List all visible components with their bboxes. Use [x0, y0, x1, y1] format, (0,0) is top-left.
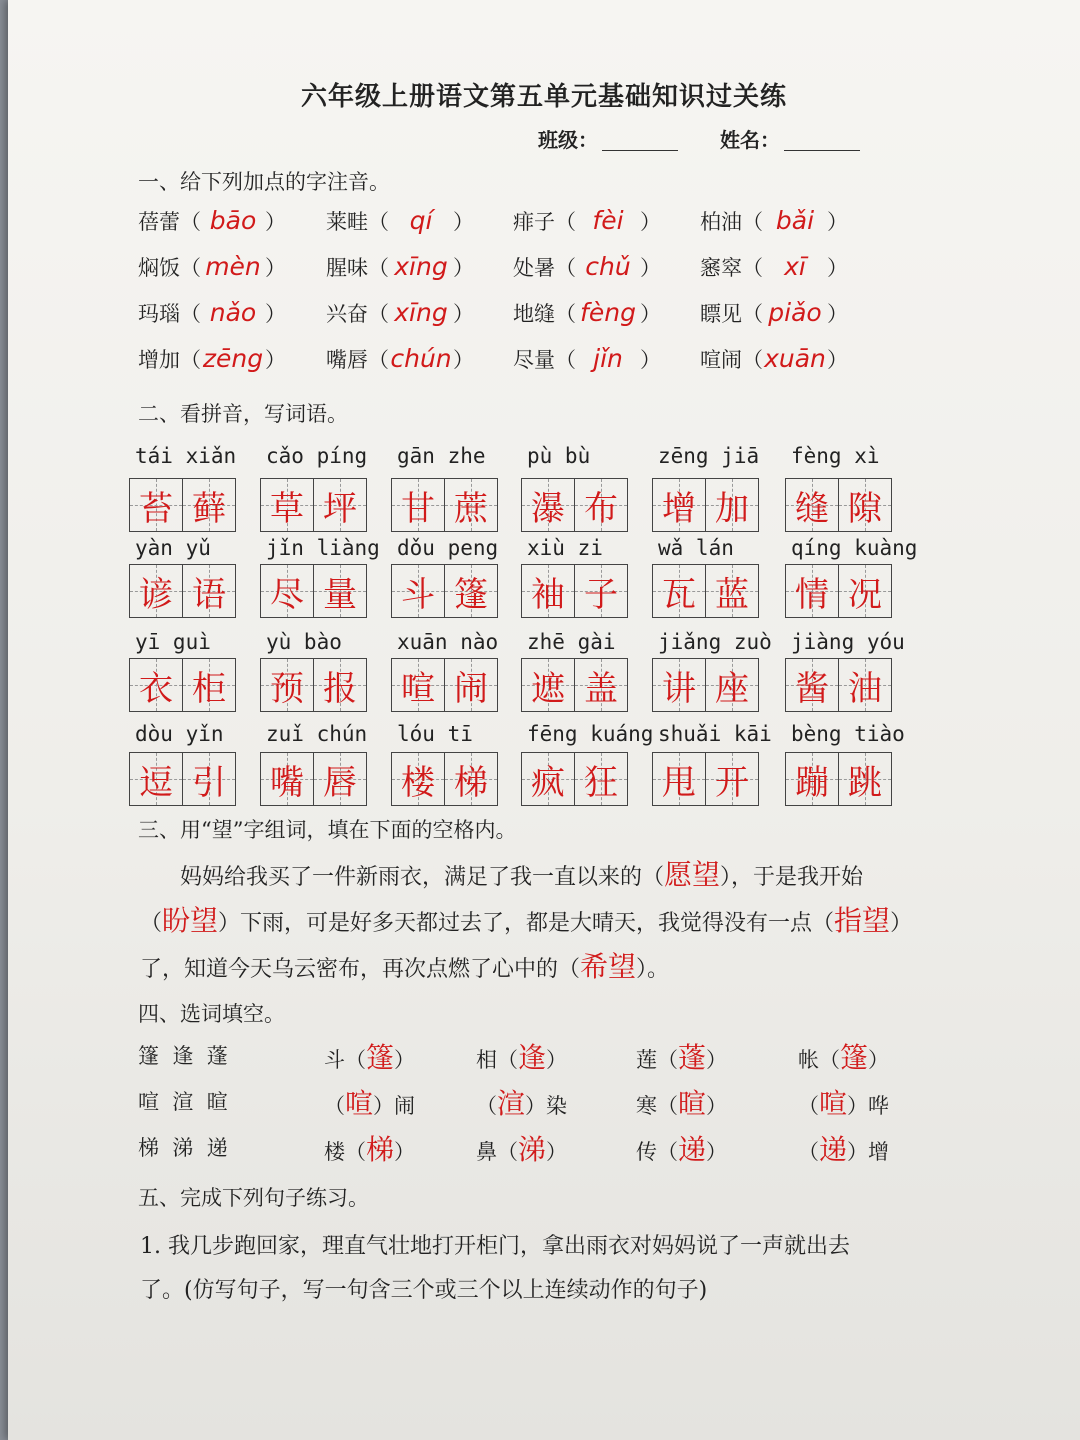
handwritten-char: 增	[662, 488, 696, 529]
paren-close: ）	[265, 348, 286, 372]
tianzige-box	[785, 478, 892, 532]
tianzige-box	[391, 752, 498, 806]
paren-open: （	[368, 256, 389, 280]
tianzige-cell	[575, 565, 627, 617]
paren-close: ）	[827, 210, 848, 234]
pinyin-word: 尽量	[513, 348, 555, 372]
option-chars: 梯 涕 递	[138, 1136, 228, 1160]
section-1-heading: 一、给下列加点的字注音。	[138, 170, 390, 194]
section-5-heading: 五、完成下列句子练习。	[138, 1186, 369, 1210]
tianzige-cell	[786, 565, 839, 617]
fill-answer: 篷	[840, 1041, 869, 1074]
fill-answer: 递	[678, 1133, 707, 1166]
fill-suffix: ）	[394, 1048, 416, 1072]
handwritten-char: 藓	[192, 488, 226, 529]
paren-close: ）	[640, 210, 661, 234]
tianzige-box	[260, 478, 367, 532]
section-2-heading: 二、看拼音，写词语。	[138, 402, 348, 426]
fill-answer: 喧	[819, 1087, 848, 1120]
handwritten-char: 布	[584, 488, 618, 529]
word-pinyin: xuān nào	[397, 630, 499, 654]
tianzige-box	[129, 564, 236, 618]
word-pinyin: xiù zi	[527, 536, 603, 560]
tianzige-box	[521, 478, 628, 532]
handwritten-char: 闹	[454, 668, 488, 709]
pinyin-answer: chǔ	[585, 252, 631, 281]
tianzige-cell	[314, 659, 366, 711]
s3-line-3: 了，知道今天乌云密布，再次点燃了心中的（希望）。	[140, 950, 670, 983]
fill-prefix: 楼（	[324, 1140, 366, 1164]
handwritten-char: 谚	[139, 574, 173, 615]
fill-answer: 暄	[678, 1087, 707, 1120]
fill-suffix: ）	[394, 1140, 416, 1164]
fill-answer: 篷	[366, 1041, 395, 1074]
tianzige-cell	[445, 479, 497, 531]
word-pinyin: shuǎi kāi	[658, 722, 772, 746]
fill-prefix: 鼻（	[476, 1140, 518, 1164]
word-pinyin: jiàng yóu	[791, 630, 905, 654]
paren-close: ）	[265, 210, 286, 234]
handwritten-char: 跳	[848, 762, 882, 803]
handwritten-char: 引	[192, 762, 226, 803]
tianzige-cell	[392, 479, 445, 531]
pinyin-item	[513, 298, 661, 328]
pinyin-answer: xīng	[394, 298, 448, 327]
pinyin-item	[513, 252, 661, 282]
tianzige-cell	[392, 753, 445, 805]
paren-open: （	[368, 210, 389, 234]
pinyin-word: 兴奋	[326, 302, 368, 326]
fill-suffix: ）哗	[847, 1094, 890, 1118]
tianzige-cell	[522, 565, 575, 617]
word-pinyin: qíng kuàng	[791, 536, 918, 560]
s3-line-2: （盼望）下雨，可是好多天都过去了，都是大晴天，我觉得没有一点（指望）	[140, 904, 913, 937]
tianzige-box	[652, 658, 759, 712]
pinyin-answer: mèn	[205, 252, 261, 281]
tianzige-cell	[314, 479, 366, 531]
tianzige-box	[652, 752, 759, 806]
word-pinyin: pù bù	[527, 444, 591, 468]
worksheet-title: 六年级上册语文第五单元基础知识过关练	[300, 82, 787, 112]
tianzige-cell	[786, 659, 839, 711]
paren-open: （	[180, 302, 201, 326]
tianzige-cell	[522, 659, 575, 711]
tianzige-cell	[392, 565, 445, 617]
fill-item	[636, 1036, 727, 1076]
paren-open: （	[555, 210, 576, 234]
tianzige-cell	[839, 753, 891, 805]
pinyin-item	[326, 206, 474, 236]
fill-item	[636, 1128, 727, 1168]
tianzige-cell	[261, 565, 314, 617]
word-pinyin: dòu yǐn	[135, 722, 224, 746]
pinyin-word: 嘴唇	[326, 348, 368, 372]
tianzige-cell	[130, 659, 183, 711]
word-pinyin: dǒu peng	[397, 536, 499, 560]
paren-close: ）	[827, 302, 848, 326]
handwritten-char: 甩	[662, 762, 696, 803]
handwritten-char: 瓦	[662, 574, 696, 615]
tianzige-box	[391, 658, 498, 712]
paren-close: ）	[453, 210, 474, 234]
handwritten-char: 蓝	[715, 574, 749, 615]
fill-prefix: 寒（	[636, 1094, 678, 1118]
tianzige-cell	[653, 565, 706, 617]
pinyin-item	[700, 252, 848, 282]
handwritten-char: 篷	[454, 574, 488, 615]
pinyin-word: 莱畦	[326, 210, 368, 234]
handwritten-char: 坪	[323, 488, 357, 529]
tianzige-cell	[706, 479, 758, 531]
pinyin-answer: fèi	[592, 206, 624, 235]
tianzige-cell	[445, 659, 497, 711]
handwritten-char: 袖	[531, 574, 565, 615]
fill-prefix: （	[798, 1140, 819, 1164]
pinyin-word: 地缝	[513, 302, 555, 326]
tianzige-box	[521, 658, 628, 712]
pinyin-answer: chún	[390, 344, 452, 373]
tianzige-cell	[392, 659, 445, 711]
word-pinyin: yī guì	[135, 630, 211, 654]
tianzige-cell	[839, 479, 891, 531]
paren-close: ）	[827, 348, 848, 372]
word-pinyin: lóu tī	[397, 722, 473, 746]
tianzige-cell	[445, 565, 497, 617]
handwritten-char: 喧	[401, 668, 435, 709]
pinyin-word: 痱子	[513, 210, 555, 234]
s3-line-1: 妈妈给我买了一件新雨衣，满足了我一直以来的（愿望），于是我开始	[180, 858, 864, 891]
fill-item	[324, 1036, 415, 1076]
pinyin-word: 处暑	[513, 256, 555, 280]
pinyin-item	[138, 344, 286, 374]
fill-prefix: （	[476, 1094, 497, 1118]
pinyin-answer: zēng	[202, 344, 264, 373]
name-label: 姓名：	[720, 128, 780, 152]
paren-open: （	[742, 302, 763, 326]
fill-item	[636, 1082, 727, 1122]
name-blank	[784, 132, 860, 151]
word-pinyin: cǎo píng	[266, 444, 368, 468]
handwritten-char: 酱	[795, 668, 829, 709]
tianzige-cell	[706, 753, 758, 805]
pinyin-word: 焖饭	[138, 256, 180, 280]
fill-answer: 逢	[518, 1041, 547, 1074]
pinyin-item	[700, 206, 848, 236]
handwritten-char: 疯	[531, 762, 565, 803]
fill-suffix: ）闹	[373, 1094, 416, 1118]
tianzige-box	[652, 478, 759, 532]
paren-close: ）	[640, 348, 661, 372]
handwritten-char: 甘	[401, 488, 435, 529]
tianzige-box	[785, 752, 892, 806]
pinyin-item	[138, 206, 286, 236]
fill-answer: 梯	[366, 1133, 395, 1166]
fill-suffix: ）	[546, 1140, 568, 1164]
pinyin-item	[513, 344, 661, 374]
pinyin-word: 蓓蕾	[138, 210, 180, 234]
handwritten-char: 缝	[795, 488, 829, 529]
pinyin-answer: xuān	[764, 344, 826, 373]
paren-close: ）	[453, 256, 474, 280]
handwritten-char: 斗	[401, 574, 435, 615]
tianzige-cell	[706, 659, 758, 711]
paren-open: （	[742, 256, 763, 280]
pinyin-answer: xīng	[394, 252, 448, 281]
tianzige-box	[785, 564, 892, 618]
word-pinyin: yàn yǔ	[135, 536, 211, 560]
handwritten-char: 楼	[401, 762, 435, 803]
handwritten-char: 衣	[139, 668, 173, 709]
tianzige-cell	[839, 659, 891, 711]
fill-item	[798, 1036, 889, 1076]
pinyin-item	[138, 252, 286, 282]
s5-line-1: 1. 我几步跑回家，理直气壮地打开柜门，拿出雨衣对妈妈说了一声就出去	[140, 1234, 850, 1259]
pinyin-item	[700, 344, 848, 374]
fill-suffix: ）增	[847, 1140, 890, 1164]
handwritten-char: 座	[715, 668, 749, 709]
pinyin-item	[326, 344, 474, 374]
word-pinyin: wǎ lán	[658, 536, 734, 560]
handwritten-char: 遮	[531, 668, 565, 709]
handwritten-char: 情	[795, 574, 829, 615]
s5-line-2: 了。(仿写句子，写一句含三个或三个以上连续动作的句子)	[140, 1278, 708, 1303]
worksheet-page	[8, 0, 1080, 1440]
handwritten-char: 苔	[139, 488, 173, 529]
tianzige-box	[391, 478, 498, 532]
pinyin-word: 喧闹	[700, 348, 742, 372]
tianzige-cell	[183, 659, 235, 711]
fill-prefix: 斗（	[324, 1048, 366, 1072]
tianzige-cell	[706, 565, 758, 617]
paren-close: ）	[640, 256, 661, 280]
tianzige-box	[785, 658, 892, 712]
pinyin-answer: xī	[784, 252, 806, 281]
pinyin-word: 瞟见	[700, 302, 742, 326]
tianzige-cell	[786, 479, 839, 531]
word-pinyin: zhē gài	[527, 630, 616, 654]
tianzige-box	[129, 752, 236, 806]
tianzige-cell	[445, 753, 497, 805]
paren-close: ）	[640, 302, 661, 326]
option-chars: 篷 逢 蓬	[138, 1044, 228, 1068]
handwritten-char: 报	[323, 668, 357, 709]
tianzige-cell	[653, 479, 706, 531]
tianzige-cell	[261, 753, 314, 805]
answer-3: 指望	[834, 904, 891, 937]
fill-prefix: 莲（	[636, 1048, 678, 1072]
tianzige-cell	[786, 753, 839, 805]
paren-close: ）	[827, 256, 848, 280]
pinyin-answer: piǎo	[768, 298, 822, 327]
handwritten-char: 草	[270, 488, 304, 529]
tianzige-cell	[130, 565, 183, 617]
fill-answer: 渲	[497, 1087, 526, 1120]
fill-suffix: ）	[706, 1140, 728, 1164]
word-pinyin: zēng jiā	[658, 444, 760, 468]
tianzige-cell	[575, 753, 627, 805]
handwritten-char: 瀑	[531, 488, 565, 529]
fill-item	[324, 1128, 415, 1168]
paren-open: （	[368, 302, 389, 326]
tianzige-cell	[314, 753, 366, 805]
fill-prefix: 传（	[636, 1140, 678, 1164]
pinyin-answer: fèng	[580, 298, 636, 327]
paren-open: （	[368, 348, 389, 372]
tianzige-box	[391, 564, 498, 618]
tianzige-cell	[130, 479, 183, 531]
fill-prefix: 帐（	[798, 1048, 840, 1072]
pinyin-word: 腥味	[326, 256, 368, 280]
handwritten-char: 尽	[270, 574, 304, 615]
word-pinyin: bèng tiào	[791, 722, 905, 746]
handwritten-char: 梯	[454, 762, 488, 803]
answer-2: 盼望	[162, 904, 219, 937]
handwritten-char: 加	[715, 488, 749, 529]
word-pinyin: zuǐ chún	[266, 722, 368, 746]
class-name-fields	[538, 124, 902, 153]
tianzige-box	[260, 564, 367, 618]
tianzige-box	[521, 564, 628, 618]
tianzige-cell	[522, 479, 575, 531]
paren-open: （	[555, 302, 576, 326]
word-pinyin: jǐn liàng	[266, 536, 380, 560]
handwritten-char: 狂	[584, 762, 618, 803]
tianzige-cell	[130, 753, 183, 805]
fill-item	[798, 1128, 889, 1168]
answer-1: 愿望	[664, 858, 721, 891]
handwritten-char: 蹦	[795, 762, 829, 803]
paren-open: （	[742, 210, 763, 234]
paren-open: （	[742, 348, 763, 372]
pinyin-item	[138, 298, 286, 328]
paren-open: （	[180, 348, 201, 372]
tianzige-cell	[261, 479, 314, 531]
word-pinyin: fèng xì	[791, 444, 880, 468]
pinyin-word: 柏油	[700, 210, 742, 234]
handwritten-char: 况	[848, 574, 882, 615]
fill-suffix: ）	[706, 1094, 728, 1118]
handwritten-char: 逗	[139, 762, 173, 803]
pinyin-answer: bāo	[209, 206, 257, 235]
handwritten-char: 语	[192, 574, 226, 615]
word-pinyin: jiǎng zuò	[658, 630, 772, 654]
paren-close: ）	[265, 256, 286, 280]
pinyin-item	[700, 298, 848, 328]
paren-open: （	[180, 210, 201, 234]
fill-answer: 递	[819, 1133, 848, 1166]
paren-open: （	[555, 256, 576, 280]
section-3-heading: 三、用“望”字组词，填在下面的空格内。	[138, 818, 517, 842]
fill-prefix: （	[324, 1094, 345, 1118]
tianzige-cell	[839, 565, 891, 617]
tianzige-box	[260, 658, 367, 712]
tianzige-cell	[183, 753, 235, 805]
fill-answer: 涕	[518, 1133, 547, 1166]
option-chars: 喧 渲 暄	[138, 1090, 228, 1114]
fill-suffix: ）	[546, 1048, 568, 1072]
fill-prefix: （	[798, 1094, 819, 1118]
fill-suffix: ）染	[525, 1094, 568, 1118]
tianzige-box	[652, 564, 759, 618]
handwritten-char: 柜	[192, 668, 226, 709]
fill-suffix: ）	[706, 1048, 728, 1072]
pinyin-word: 玛瑙	[138, 302, 180, 326]
tianzige-cell	[653, 753, 706, 805]
word-pinyin: fēng kuáng	[527, 722, 654, 746]
handwritten-char: 蔗	[454, 488, 488, 529]
handwritten-char: 讲	[662, 668, 696, 709]
word-pinyin: yù bào	[266, 630, 342, 654]
tianzige-cell	[653, 659, 706, 711]
fill-item	[476, 1036, 567, 1076]
fill-item	[476, 1082, 567, 1122]
paren-close: ）	[265, 302, 286, 326]
tianzige-box	[260, 752, 367, 806]
pinyin-answer: bǎi	[775, 206, 815, 235]
fill-answer: 喧	[345, 1087, 374, 1120]
tianzige-cell	[575, 659, 627, 711]
pinyin-answer: qí	[409, 206, 433, 235]
tianzige-box	[521, 752, 628, 806]
paren-open: （	[180, 256, 201, 280]
paren-close: ）	[453, 348, 474, 372]
section-4-heading: 四、选词填空。	[138, 1002, 285, 1026]
pinyin-item	[326, 298, 474, 328]
tianzige-cell	[183, 479, 235, 531]
handwritten-char: 子	[584, 574, 618, 615]
answer-4: 希望	[580, 950, 637, 983]
tianzige-cell	[575, 479, 627, 531]
fill-answer: 蓬	[678, 1041, 707, 1074]
tianzige-cell	[183, 565, 235, 617]
fill-item	[476, 1128, 567, 1168]
handwritten-char: 盖	[584, 668, 618, 709]
tianzige-box	[129, 658, 236, 712]
word-pinyin: gān zhe	[397, 444, 486, 468]
paren-close: ）	[453, 302, 474, 326]
fill-prefix: 相（	[476, 1048, 518, 1072]
pinyin-answer: nǎo	[209, 298, 257, 327]
pinyin-item	[326, 252, 474, 282]
handwritten-char: 预	[270, 668, 304, 709]
tianzige-cell	[261, 659, 314, 711]
tianzige-cell	[522, 753, 575, 805]
pinyin-item	[513, 206, 661, 236]
handwritten-char: 嘴	[270, 762, 304, 803]
handwritten-char: 唇	[323, 762, 357, 803]
tianzige-cell	[314, 565, 366, 617]
class-blank	[602, 132, 678, 151]
pinyin-word: 增加	[138, 348, 180, 372]
handwritten-char: 量	[323, 574, 357, 615]
handwritten-char: 油	[848, 668, 882, 709]
fill-item	[798, 1082, 889, 1122]
tianzige-box	[129, 478, 236, 532]
handwritten-char: 开	[715, 762, 749, 803]
fill-suffix: ）	[868, 1048, 890, 1072]
pinyin-word: 窸窣	[700, 256, 742, 280]
word-pinyin: tái xiǎn	[135, 444, 237, 468]
paren-open: （	[555, 348, 576, 372]
handwritten-char: 隙	[848, 488, 882, 529]
pinyin-answer: jǐn	[593, 344, 623, 373]
class-label: 班级：	[538, 128, 598, 152]
fill-item	[324, 1082, 415, 1122]
